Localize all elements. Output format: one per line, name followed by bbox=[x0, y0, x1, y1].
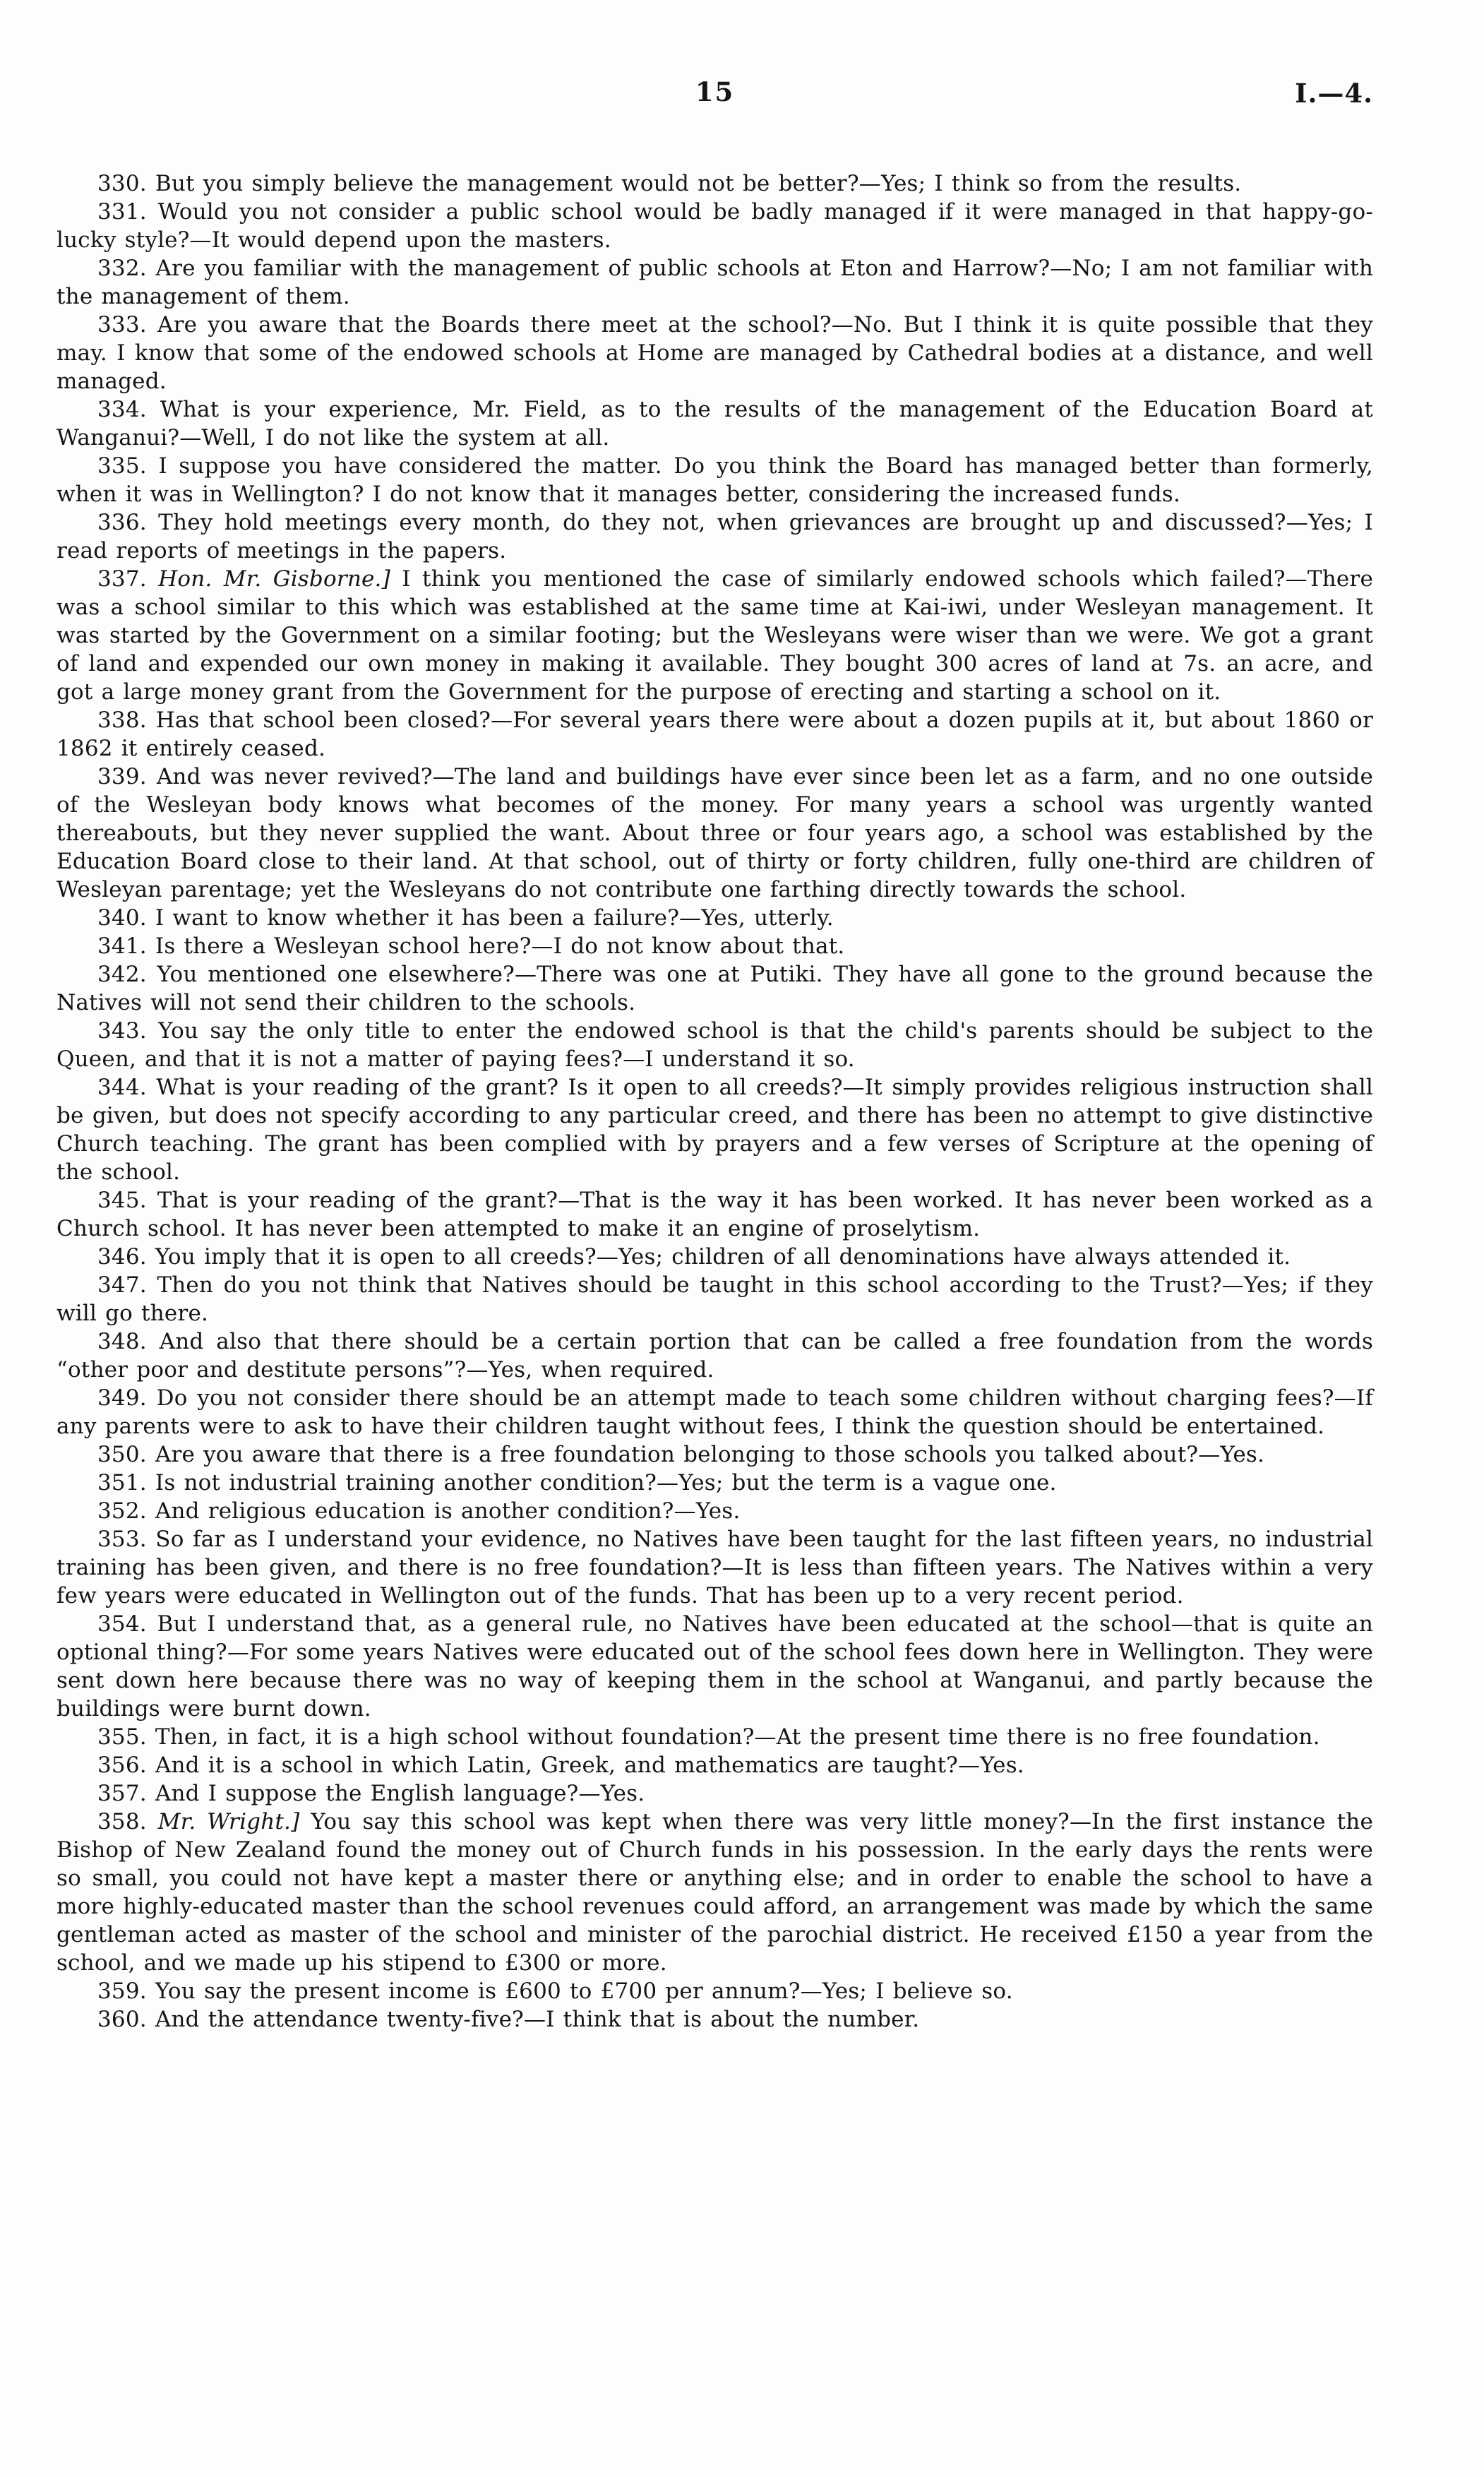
question-number: 339. bbox=[97, 764, 157, 789]
question-number: 337. bbox=[97, 566, 159, 592]
page-number: 15 bbox=[695, 76, 735, 107]
question-number: 355. bbox=[97, 1724, 155, 1750]
document-reference: I.—4. bbox=[1295, 78, 1373, 109]
question-number: 333. bbox=[97, 312, 157, 338]
question-number: 332. bbox=[97, 256, 156, 281]
testimony-paragraph: 348. And also that there should be a certain portion that can be called a free foundation from the words “other poor and destitute persons”?—Yes, when required. bbox=[56, 1329, 1373, 1383]
testimony-paragraph: 346. You imply that it is open to all creeds?—Yes; children of all denominations have always attended it. bbox=[97, 1244, 1291, 1270]
testimony-paragraph: 339. And was never revived?—The land and buildings have ever since been let as a farm, and no one outside of the Wesleyan body knows what becomes of the money. For many years a school was urgently wanted thereabouts, but they never supplied the want. About three or four years ago, a school was established by the Education Board close to their land. At that school, out of thirty or forty children, fully one-third are children of Wesleyan parentage; yet the Wesleyans do not contribute one farthing directly towards the school. bbox=[56, 764, 1373, 902]
question-number: 358. bbox=[97, 1809, 158, 1834]
question-number: 349. bbox=[97, 1385, 157, 1411]
testimony-paragraph: 334. What is your experience, Mr. Field, as to the results of the management of the Education Board at Wanganui?—Well, I do not like the system at all. bbox=[56, 397, 1373, 450]
question-number: 357. bbox=[97, 1781, 155, 1806]
testimony-paragraph: 336. They hold meetings every month, do they not, when grievances are brought up and discussed?—Yes; I read reports of meetings in the papers. bbox=[56, 510, 1373, 563]
testimony-paragraph: 340. I want to know whether it has been a failure?—Yes, utterly. bbox=[97, 905, 834, 931]
testimony-paragraph: 332. Are you familiar with the management of public schools at Eton and Harrow?—No; I am not familiar with the management of them. bbox=[56, 256, 1373, 309]
testimony-paragraph: 341. Is there a Wesleyan school here?—I do not know about that. bbox=[97, 933, 845, 959]
speaker-name: Mr. Wright.] bbox=[157, 1809, 311, 1834]
testimony-paragraph: 359. You say the present income is £600 to £700 per annum?—Yes; I believe so. bbox=[97, 1978, 1013, 2004]
testimony-paragraph: 347. Then do you not think that Natives should be taught in this school according to the Trust?—Yes; if they will go there. bbox=[56, 1272, 1373, 1326]
question-number: 330. bbox=[97, 171, 155, 196]
testimony-paragraph: 350. Are you aware that there is a free foundation belonging to those schools you talked about?—Yes. bbox=[97, 1442, 1265, 1467]
question-number: 338. bbox=[97, 708, 156, 733]
question-number: 350. bbox=[97, 1442, 155, 1467]
testimony-paragraph: 333. Are you aware that the Boards there meet at the school?—No. But I think it is quite possible that they may. I know that some of the endowed schools at Home are managed by Cathedral bodies at a distance, and well managed. bbox=[56, 312, 1373, 394]
question-number: 352. bbox=[97, 1498, 155, 1524]
testimony-paragraph: 357. And I suppose the English language?—Yes. bbox=[97, 1781, 645, 1806]
testimony-paragraph: 343. You say the only title to enter the endowed school is that the child's parents should be subject to the Queen, and that it is not a matter of paying fees?—I understand it so. bbox=[56, 1018, 1373, 1072]
testimony-paragraph: 355. Then, in fact, it is a high school without foundation?—At the present time there is no free foundation. bbox=[97, 1724, 1320, 1750]
question-number: 344. bbox=[97, 1075, 157, 1100]
testimony-paragraph: 351. Is not industrial training another condition?—Yes; but the term is a vague one. bbox=[97, 1470, 1057, 1496]
question-number: 348. bbox=[97, 1329, 160, 1354]
testimony-paragraph: 338. Has that school been closed?—For several years there were about a dozen pupils at it, but about 1860 or 1862 it entirely ceased. bbox=[56, 708, 1373, 761]
testimony-paragraph: 335. I suppose you have considered the matter. Do you think the Board has managed better than formerly, when it was in Wellington? I do not know that it manages better, considering the increased funds. bbox=[56, 453, 1373, 507]
testimony-paragraph: 342. You mentioned one elsewhere?—There was one at Putiki. They have all gone to the ground because the Natives will not send their children to the schools. bbox=[56, 962, 1373, 1015]
question-number: 331. bbox=[97, 199, 158, 225]
testimony-body bbox=[56, 169, 1373, 2034]
question-number: 359. bbox=[97, 1978, 155, 2004]
testimony-paragraph: 344. What is your reading of the grant? Is it open to all creeds?—It simply provides religious instruction shall be given, but does not specify according to any particular creed, and there has been no attempt to give distinctive Church teaching. The grant has been complied with by prayers and a few verses of Scripture at the opening of the school. bbox=[56, 1075, 1373, 1185]
question-number: 334. bbox=[97, 397, 160, 422]
question-number: 335. bbox=[97, 453, 159, 479]
speaker-name: Hon. Mr. Gisborne.] bbox=[158, 566, 402, 592]
running-head bbox=[56, 76, 1373, 126]
testimony-paragraph: 354. But I understand that, as a general rule, no Natives have been educated at the school—that is quite an optional thing?—For some years Natives were educated out of the school fees down here in Wellington. They were sent down here because there was no way of keeping them in the school at Wanganui, and partly because the buildings were burnt down. bbox=[56, 1611, 1373, 1721]
question-number: 347. bbox=[97, 1272, 157, 1298]
testimony-paragraph: 353. So far as I understand your evidence, no Natives have been taught for the last fifteen years, no industrial training has been given, and there is no free foundation?—It is less than fifteen years. The Natives within a very few years were educated in Wellington out of the funds. That has been up to a very recent period. bbox=[56, 1527, 1373, 1608]
testimony-paragraph: 360. And the attendance twenty-five?—I think that is about the number. bbox=[97, 2007, 920, 2032]
question-number: 345. bbox=[97, 1188, 157, 1213]
question-number: 351. bbox=[97, 1470, 155, 1496]
testimony-paragraph: 352. And religious education is another condition?—Yes. bbox=[97, 1498, 741, 1524]
testimony-paragraph: 345. That is your reading of the grant?—That is the way it has been worked. It has never been worked as a Church school. It has never been attempted to make it an engine of proselytism. bbox=[56, 1188, 1373, 1241]
question-number: 341. bbox=[97, 933, 155, 959]
testimony-paragraph: 337. Hon. Mr. Gisborne.] I think you mentioned the case of similarly endowed schools which failed?—There was a school similar to this which was established at the same time at Kai-iwi, under Wesleyan management. It was started by the Government on a similar footing; but the Wesleyans were wiser than we were. We got a grant of land and expended our own money in making it available. They bought 300 acres of land at 7s. an acre, and got a large money grant from the Government for the purpose of erecting and starting a school on it. bbox=[56, 566, 1373, 705]
question-number: 342. bbox=[97, 962, 157, 987]
question-number: 353. bbox=[97, 1527, 156, 1552]
question-number: 343. bbox=[97, 1018, 159, 1044]
question-number: 336. bbox=[97, 510, 159, 535]
testimony-paragraph: 331. Would you not consider a public school would be badly managed if it were managed in that happy-go-lucky style?—It would depend upon the masters. bbox=[56, 199, 1373, 253]
testimony-paragraph: 358. Mr. Wright.] You say this school was kept when there was very little money?—In the first instance the Bishop of New Zealand found the money out of Church funds in his possession. In the early days the rents were so small, you could not have kept a master there or anything else; and in order to enable the school to have a more highly-educated master than the school revenues could afford, an arrangement was made by which the same gentleman acted as master of the school and minister of the parochial district. He received £150 a year from the school, and we made up his stipend to £300 or more. bbox=[56, 1809, 1373, 1976]
testimony-paragraph: 356. And it is a school in which Latin, Greek, and mathematics are taught?—Yes. bbox=[97, 1753, 1024, 1778]
question-number: 346. bbox=[97, 1244, 155, 1270]
question-number: 360. bbox=[97, 2007, 155, 2032]
testimony-paragraph: 330. But you simply believe the management would not be better?—Yes; I think so from the results. bbox=[97, 171, 1242, 196]
question-number: 356. bbox=[97, 1753, 155, 1778]
question-number: 354. bbox=[97, 1611, 157, 1637]
testimony-paragraph: 349. Do you not consider there should be an attempt made to teach some children without charging fees?—If any parents were to ask to have their children taught without fees, I think the question should be entertained. bbox=[56, 1385, 1373, 1439]
question-number: 340. bbox=[97, 905, 155, 931]
